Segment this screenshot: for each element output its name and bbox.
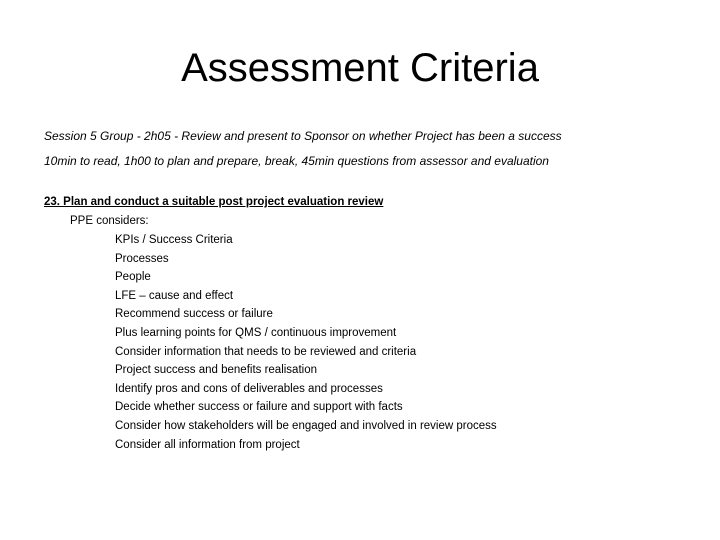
- slide-title: Assessment Criteria: [181, 46, 539, 90]
- session-timing: 10min to read, 1h00 to plan and prepare, break, 45min questions from assessor and evaluation: [44, 154, 549, 168]
- list-item: Consider information that needs to be reviewed and criteria: [115, 345, 417, 358]
- list-item: Project success and benefits realisation: [115, 364, 317, 377]
- list-item: Consider how stakeholders will be engaged and involved in review process: [115, 419, 497, 432]
- list-item: Recommend success or failure: [115, 308, 273, 321]
- list-item: KPIs / Success Criteria: [115, 234, 233, 246]
- considerations-list: [115, 231, 497, 454]
- list-item: LFE – cause and effect: [115, 289, 234, 302]
- list-item: Consider all information from project: [115, 438, 300, 451]
- session-description: Session 5 Group - 2h05 - Review and present to Sponsor on whether Project has been a success: [44, 129, 562, 143]
- criterion-heading: 23. Plan and conduct a suitable post project evaluation review: [44, 196, 384, 208]
- ppe-label: PPE considers:: [70, 215, 149, 227]
- list-item: People: [115, 271, 151, 284]
- list-item: Processes: [115, 252, 169, 265]
- list-item: Identify pros and cons of deliverables and processes: [115, 382, 383, 395]
- list-item: Plus learning points for QMS / continuous improvement: [115, 326, 397, 339]
- list-item: Decide whether success or failure and support with facts: [115, 401, 403, 414]
